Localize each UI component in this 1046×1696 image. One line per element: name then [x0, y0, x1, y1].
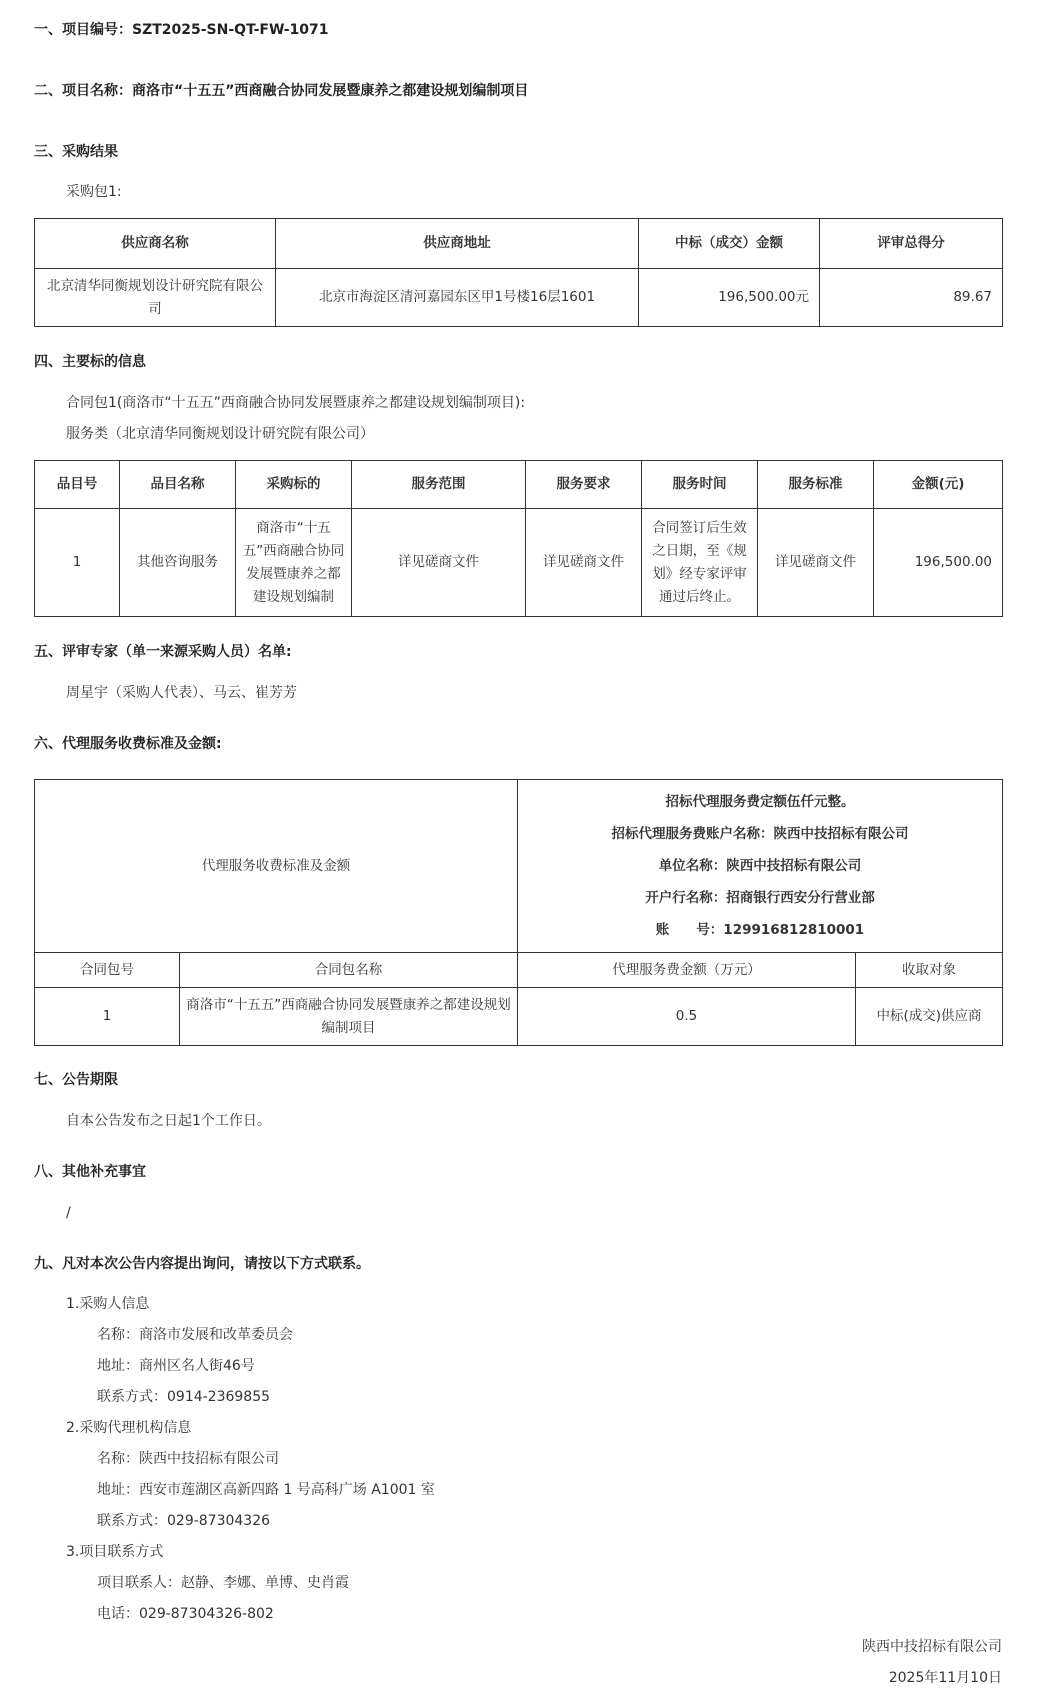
table-row [35, 269, 1003, 327]
agent-address: 地址：西安市莲湖区高新四路 1 号高科广场 A1001 室 [97, 1482, 435, 1498]
project-name-value: 商洛市“十五五”西商融合协同发展暨康养之都建设规划编制项目 [132, 83, 529, 99]
section-5-heading: 五、评审专家（单一来源采购人员）名单: [34, 644, 292, 660]
contact-phone: 电话：029-87304326-802 [97, 1606, 274, 1622]
fee-standard-label: 代理服务收费标准及金额 [35, 780, 518, 953]
service-category-line: 服务类（北京清华同衡规划设计研究院有限公司） [66, 426, 374, 442]
subject-header-time: 服务时间 [642, 461, 758, 509]
contract-package-line: 合同包1(商洛市“十五五”西商融合协同发展暨康养之都建设规划编制项目): [66, 395, 526, 411]
fee-header-package-no: 合同包号 [35, 953, 180, 988]
table-row [35, 988, 1003, 1046]
fee-info-line: 账 号：129916812810001 [655, 922, 865, 938]
subject-table [34, 460, 1003, 617]
supplier-name: 北京清华同衡规划设计研究院有限公司 [35, 269, 276, 327]
contact-people: 项目联系人：赵静、李娜、单博、史肖霞 [97, 1575, 349, 1591]
section-3-heading: 三、采购结果 [34, 144, 118, 160]
subject-header-requirement: 服务要求 [526, 461, 642, 509]
result-header-address: 供应商地址 [276, 219, 639, 269]
subject-header-amount: 金额(元) [874, 461, 1003, 509]
fee-header-fee-amount: 代理服务费金额（万元） [518, 953, 856, 988]
expert-names: 周星宇（采购人代表）、马云、崔芳芳 [66, 685, 297, 701]
project-number-heading: 一、项目编号： [34, 22, 132, 38]
notice-period-text: 自本公告发布之日起1个工作日。 [66, 1113, 271, 1129]
section-7-heading: 七、公告期限 [34, 1072, 118, 1088]
project-name-line [34, 81, 528, 101]
result-table [34, 218, 1003, 327]
subject-header-item-name: 品目名称 [120, 461, 236, 509]
service-time: 合同签订后生效之日期，至《规划》经专家评审通过后终止。 [642, 509, 758, 617]
agency-fee-table [34, 779, 1003, 1046]
agent-info-title: 2.采购代理机构信息 [66, 1420, 192, 1436]
project-number-value: SZT2025-SN-QT-FW-1071 [132, 22, 329, 38]
supplier-address: 北京市海淀区清河嘉园东区甲1号楼16层1601 [276, 269, 639, 327]
project-name-heading: 二、项目名称： [34, 83, 132, 99]
buyer-name: 名称：商洛市发展和改革委员会 [97, 1327, 293, 1343]
subject-header-item-no: 品目号 [35, 461, 120, 509]
package-label: 采购包1: [66, 184, 122, 200]
fee-info-line: 招标代理服务费定额伍仟元整。 [665, 794, 855, 810]
subject-header-target: 采购标的 [236, 461, 352, 509]
item-amount: 196,500.00 [874, 509, 1003, 617]
section-6-heading: 六、代理服务收费标准及金额: [34, 736, 222, 752]
contact-title: 3.项目联系方式 [66, 1544, 164, 1560]
fee-info-line: 单位名称：陕西中技招标有限公司 [658, 858, 862, 874]
service-requirement: 详见磋商文件 [526, 509, 642, 617]
fee-info-line: 开户行名称：招商银行西安分行营业部 [645, 890, 875, 906]
project-number-line [34, 20, 329, 40]
agent-name: 名称：陕西中技招标有限公司 [97, 1451, 279, 1467]
fee-package-name: 商洛市“十五五”西商融合协同发展暨康养之都建设规划编制项目 [180, 988, 518, 1046]
item-number: 1 [35, 509, 120, 617]
subject-header-scope: 服务范围 [352, 461, 526, 509]
table-row [35, 509, 1003, 617]
bid-amount: 196,500.00元 [639, 269, 820, 327]
section-4-heading: 四、主要标的信息 [34, 354, 146, 370]
footer-company: 陕西中技招标有限公司 [862, 1639, 1002, 1655]
subject-header-standard: 服务标准 [758, 461, 874, 509]
result-header-amount: 中标（成交）金额 [639, 219, 820, 269]
fee-header-package-name: 合同包名称 [180, 953, 518, 988]
fee-info-cell [518, 780, 1003, 953]
result-header-supplier: 供应商名称 [35, 219, 276, 269]
fee-amount: 0.5 [518, 988, 856, 1046]
buyer-phone: 联系方式：0914-2369855 [97, 1389, 271, 1405]
agent-phone: 联系方式：029-87304326 [97, 1513, 271, 1529]
fee-info-line: 招标代理服务费账户名称：陕西中技招标有限公司 [611, 826, 909, 842]
section-8-heading: 八、其他补充事宜 [34, 1164, 146, 1180]
buyer-address: 地址：商州区名人街46号 [97, 1358, 255, 1374]
result-header-score: 评审总得分 [820, 219, 1003, 269]
buyer-info-title: 1.采购人信息 [66, 1296, 150, 1312]
fee-package-no: 1 [35, 988, 180, 1046]
supplement-text: / [66, 1205, 71, 1221]
fee-header-payer: 收取对象 [856, 953, 1003, 988]
footer-date: 2025年11月10日 [888, 1670, 1002, 1686]
procurement-target: 商洛市“十五五”西商融合协同发展暨康养之都建设规划编制 [236, 509, 352, 617]
item-name: 其他咨询服务 [120, 509, 236, 617]
service-standard: 详见磋商文件 [758, 509, 874, 617]
section-9-heading: 九、凡对本次公告内容提出询问，请按以下方式联系。 [34, 1256, 370, 1272]
service-scope: 详见磋商文件 [352, 509, 526, 617]
fee-payer: 中标(成交)供应商 [856, 988, 1003, 1046]
review-score: 89.67 [820, 269, 1003, 327]
